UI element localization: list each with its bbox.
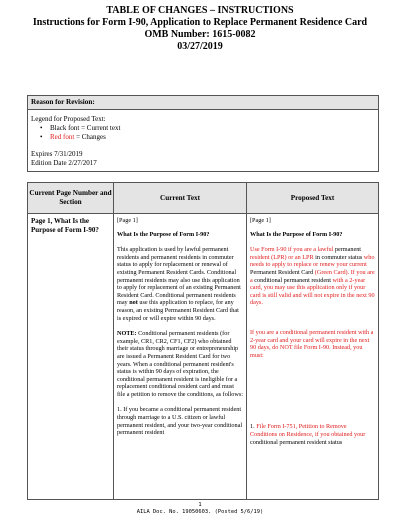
document-title: TABLE OF CHANGES – INSTRUCTIONS [106,5,294,16]
current-paragraph-2: NOTE: Conditional permanent residents (for example, CR1, CR2, CF1, CF2) who obtained their status through marriage or entrepreneurship are issued a Permanent Resident Card for two years. When a conditional permanent resident's status is within 90 days of expiration, the conditional permanent resident is ineligible for a replacement conditional resident card and must file a petition to remove the conditions, as follows: [117,330,243,398]
legend-item-red: • Red font = Changes [40,133,375,142]
table-header-row [28,183,378,214]
expires-date: Expires 7/31/2019 [31,150,83,158]
current-page-ref: [Page 1] [117,217,138,224]
page-footer [0,502,400,515]
reason-heading: Reason for Revision: [28,96,378,110]
current-text-cell [114,214,247,499]
proposed-paragraph-3: 1. File Form I-751, Petition to Remove Conditions on Residence, if you obtained your conditional permanent resident status [250,423,366,446]
current-paragraph-1: This application is used by lawful permanent residents and permanent residents in commuter status to apply for replacement or renewal of existing Permanent Resident Cards. Conditional permanent residents may also use this application to apply for replacement of an existing Permanent Resident Card. Conditional permanent residents may not use this application to replace, for any reason, an existing Permanent Resident Card that is expired or will expire within 90 days. [117,246,241,322]
header-section: Current Page Number and Section [28,183,114,213]
table-row [28,214,378,499]
document-header [0,5,400,53]
proposed-text-cell [247,214,378,499]
legend-list [40,124,375,142]
changes-table [27,182,379,500]
aila-doc-reference: AILA Doc. No. 19050603. (Posted 5/6/19) [136,508,264,515]
page-number: 1 [198,502,202,508]
current-paragraph-3: 1. If you became a conditional permanent resident through marriage to a U.S. citizen or lawful permanent resident, and your two-year conditional permanent resident [117,406,243,437]
document-subtitle: Instructions for Form I-90, Application to Replace Permanent Residence Card [32,17,368,28]
omb-number: OMB Number: 1615-0082 [144,29,256,40]
edition-date: Edition Date 2/27/2017 [31,159,97,167]
reason-for-revision-box [27,95,379,172]
legend-title: Legend for Proposed Text: [31,115,106,123]
header-proposed-text: Proposed Text [290,193,335,202]
legend-item-black: • Black font = Current text [40,124,375,133]
current-heading: What Is the Purpose of Form I-90? [117,230,210,238]
header-current-text: Current Text [114,183,247,213]
proposed-heading: What Is the Purpose of Form I-90? [250,230,343,238]
document-date: 03/27/2019 [177,41,223,52]
proposed-paragraph-1: Use Form I-90 if you are a lawful permanent resident (LPR) or an LPR in commuter status who needs to apply to replace or renew your current Permanent Resident Card (Green Card). If you are a conditional permanent resident with a 2-year card, you may use this application only if your card is still valid and will not expire in the next 90 days. [250,246,375,307]
proposed-paragraph-2: If you are a conditional permanent resident with a 2-year card and your card will expire in the next 90 days, do NOT file Form I-90. Instead, you must: [250,328,374,359]
proposed-page-ref: [Page 1] [250,217,271,224]
section-cell: Page 1, What Is the Purpose of Form I-90? [28,214,114,499]
reason-body [28,110,378,168]
